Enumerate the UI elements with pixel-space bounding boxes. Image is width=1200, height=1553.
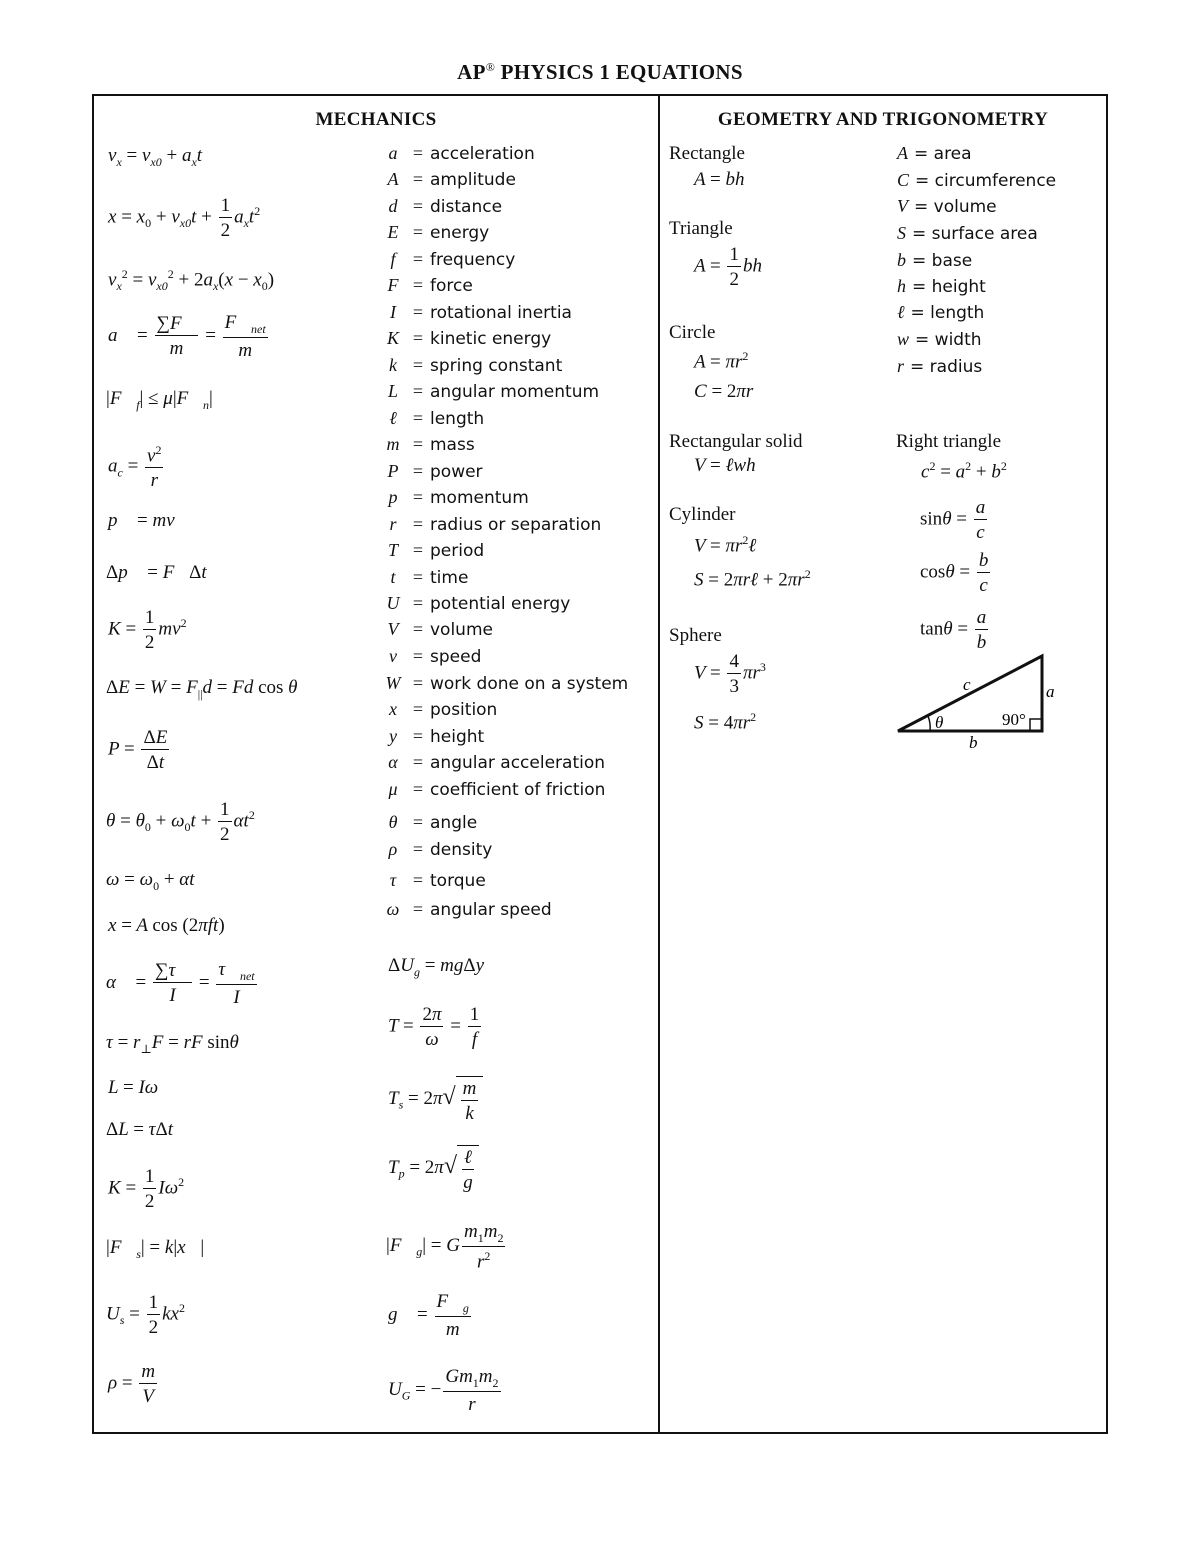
geometry-variable-row bbox=[897, 303, 984, 322]
equation-gravitational-force: $|F⃗_g| = G$ $\frac{m_1m_2}{r^2}$ bbox=[386, 1221, 504, 1273]
side-b-label: b bbox=[969, 733, 978, 752]
circle-label: Circle bbox=[669, 322, 716, 343]
variable-description: acceleration bbox=[430, 144, 535, 164]
equals-sign: = bbox=[412, 487, 424, 507]
equation-sphere-surface-area: $S = 4\pi r^2$ bbox=[694, 710, 757, 734]
variable-symbol: m bbox=[386, 434, 400, 454]
variable-symbol: r bbox=[897, 356, 905, 376]
equals-sign: = bbox=[412, 328, 424, 348]
equation-power: P = $\frac{\Delta E}{\Delta t}$ bbox=[108, 727, 168, 773]
theta-label: θ bbox=[935, 713, 944, 732]
variable-description: position bbox=[430, 700, 498, 720]
mechanics-variable-row bbox=[380, 409, 484, 428]
variable-symbol: w bbox=[897, 329, 910, 349]
equals-sign: = bbox=[412, 567, 424, 587]
equation-torque: $\tau = r_\perp F$ = rF sinθ bbox=[106, 1032, 239, 1056]
equals-sign: = bbox=[412, 870, 424, 890]
geometry-variable-row bbox=[897, 251, 972, 270]
equation-rectangle-area: A = bh bbox=[694, 169, 745, 190]
equation-velocity: $v_x = v_{x0} + a_xt$ bbox=[108, 145, 203, 169]
variable-symbol: T bbox=[387, 540, 398, 560]
equals-sign: = bbox=[412, 899, 424, 919]
variable-symbol: I bbox=[390, 302, 396, 322]
variable-description: angular acceleration bbox=[430, 753, 606, 773]
variable-description: mass bbox=[430, 435, 475, 455]
variable-description: = base bbox=[912, 251, 973, 271]
variable-description: = length bbox=[910, 303, 985, 323]
mechanics-variable-row bbox=[380, 515, 601, 534]
equation-spring-force: $|F⃗_s|$ = k|x⃗| bbox=[106, 1237, 205, 1261]
variable-description: length bbox=[430, 409, 485, 429]
right-triangle-label: Right triangle bbox=[896, 431, 1002, 452]
mechanics-variable-row bbox=[380, 700, 497, 719]
equation-position: $x = x_0 + v_{x0}t$ + $\frac{1}{2}$ $a_xt^2$ bbox=[108, 195, 261, 241]
mechanics-variable-row bbox=[380, 356, 562, 375]
variable-description: potential energy bbox=[430, 594, 571, 614]
variable-description: work done on a system bbox=[430, 674, 629, 694]
equation-gravitational-potential-energy: $U_G$ = − $\frac{Gm_1m_2}{r}$ bbox=[388, 1366, 499, 1415]
mechanics-variable-row bbox=[380, 462, 483, 481]
equation-spring-period: $T_s = 2\pi√$ $\frac{m}{k}$ bbox=[388, 1076, 483, 1123]
mechanics-variable-row bbox=[380, 727, 484, 746]
variable-description: = volume bbox=[914, 197, 997, 217]
geometry-variable-row bbox=[897, 330, 982, 349]
mechanics-variable-row bbox=[380, 382, 599, 401]
variable-description: force bbox=[430, 276, 473, 296]
equals-sign: = bbox=[412, 461, 424, 481]
column-divider bbox=[658, 94, 660, 1434]
variable-symbol: τ bbox=[389, 870, 397, 890]
equals-sign: = bbox=[412, 673, 424, 693]
mechanics-heading: MECHANICS bbox=[315, 109, 437, 130]
equals-sign: = bbox=[412, 699, 424, 719]
mechanics-variable-row bbox=[380, 900, 552, 919]
equals-sign: = bbox=[412, 169, 424, 189]
equals-sign: = bbox=[412, 196, 424, 216]
variable-description: frequency bbox=[430, 250, 516, 270]
variable-symbol: b bbox=[897, 250, 906, 270]
variable-symbol: P bbox=[387, 461, 399, 481]
variable-description: torque bbox=[430, 871, 486, 891]
variable-description: = surface area bbox=[912, 224, 1038, 244]
rectangle-label: Rectangle bbox=[669, 143, 745, 164]
equation-period: T = $\frac{2\pi}{\omega}$ = $\frac{1}{f}$ bbox=[388, 1004, 480, 1050]
variable-symbol: ω bbox=[386, 899, 400, 919]
variable-description: = area bbox=[914, 144, 972, 164]
equation-centripetal: $a_c$ = $\frac{v^2}{r}$ bbox=[108, 443, 162, 492]
mechanics-variable-row bbox=[380, 488, 529, 507]
variable-symbol: x bbox=[389, 699, 397, 719]
geometry-variable-row bbox=[897, 197, 997, 216]
equation-angular-impulse: ΔL = τΔt bbox=[106, 1119, 173, 1140]
equation-angular-momentum: L = Iω bbox=[108, 1077, 159, 1098]
equals-sign: = bbox=[412, 275, 424, 295]
variable-description: = circumference bbox=[915, 171, 1057, 191]
variable-symbol: k bbox=[389, 355, 397, 375]
equation-sphere-volume: V = $\frac{4}{3}$ $\pi r^3$ bbox=[694, 651, 766, 697]
variable-description: energy bbox=[430, 223, 490, 243]
equals-sign: = bbox=[412, 222, 424, 242]
variable-symbol: v bbox=[389, 646, 397, 666]
variable-symbol: W bbox=[385, 673, 401, 693]
variable-symbol: F bbox=[387, 275, 399, 295]
equals-sign: = bbox=[412, 646, 424, 666]
mechanics-variable-row bbox=[380, 780, 605, 799]
variable-symbol: K bbox=[386, 328, 399, 348]
variable-symbol: A bbox=[897, 143, 908, 163]
mechanics-variable-row bbox=[380, 674, 628, 693]
geometry-variable-row bbox=[897, 171, 1056, 190]
variable-description: = radius bbox=[910, 357, 983, 377]
geometry-variable-row bbox=[897, 277, 986, 296]
equation-rotational-kinetic-energy: K = $\frac{1}{2}$ $I\omega^2$ bbox=[108, 1166, 185, 1212]
equals-sign: = bbox=[412, 593, 424, 613]
variable-symbol: V bbox=[897, 196, 908, 216]
mechanics-variable-row bbox=[380, 170, 516, 189]
mechanics-variable-row bbox=[380, 435, 475, 454]
variable-description: period bbox=[430, 541, 485, 561]
side-a-label: a bbox=[1046, 682, 1055, 701]
mechanics-variable-row bbox=[380, 840, 492, 859]
equation-density: ρ = $\frac{m}{V}$ bbox=[108, 1361, 156, 1407]
equation-tangent: tanθ = $\frac{a}{b}$ bbox=[920, 607, 987, 653]
equals-sign: = bbox=[412, 143, 424, 163]
variable-description: angular speed bbox=[430, 900, 552, 920]
equation-gravitational-field: g⃗ = $\frac{F⃗_g}{m}$ bbox=[388, 1291, 469, 1340]
mechanics-variable-row bbox=[380, 647, 481, 666]
variable-symbol: V bbox=[387, 619, 399, 639]
geometry-variable-row bbox=[897, 144, 972, 163]
variable-symbol: a bbox=[388, 143, 398, 163]
geometry-heading: GEOMETRY AND TRIGONOMETRY bbox=[717, 109, 1049, 130]
mechanics-variable-row bbox=[380, 594, 570, 613]
variable-description: height bbox=[430, 727, 485, 747]
variable-symbol: α bbox=[388, 752, 398, 772]
equals-sign: = bbox=[412, 812, 424, 832]
side-c-label: c bbox=[963, 675, 971, 694]
mechanics-variable-row bbox=[380, 223, 489, 242]
angle-arc bbox=[928, 716, 930, 731]
variable-description: angle bbox=[430, 813, 478, 833]
variable-symbol: S bbox=[897, 223, 906, 243]
equals-sign: = bbox=[412, 408, 424, 428]
mechanics-variable-row bbox=[380, 620, 493, 639]
equation-cylinder-volume: $V = \pi r^2\ell$ bbox=[694, 533, 757, 557]
mechanics-variable-row bbox=[380, 197, 502, 216]
equals-sign: = bbox=[412, 355, 424, 375]
variable-symbol: h bbox=[897, 276, 906, 296]
variable-symbol: d bbox=[388, 196, 398, 216]
equation-circle-area: $A = \pi r^2$ bbox=[694, 349, 749, 373]
variable-description: amplitude bbox=[430, 170, 516, 190]
equation-triangle-area: A = $\frac{1}{2}$ bh bbox=[694, 244, 762, 290]
equals-sign: = bbox=[412, 752, 424, 772]
variable-symbol: θ bbox=[388, 812, 398, 832]
mechanics-variable-row bbox=[380, 753, 605, 772]
variable-symbol: μ bbox=[388, 779, 398, 799]
variable-description: angular momentum bbox=[430, 382, 600, 402]
variable-symbol: t bbox=[390, 567, 396, 587]
variable-description: density bbox=[430, 840, 493, 860]
equation-angular-velocity: $\omega = \omega_0 + \alpha t$ bbox=[106, 869, 195, 893]
variable-description: = width bbox=[915, 330, 982, 350]
variable-symbol: f bbox=[390, 249, 396, 269]
equals-sign: = bbox=[412, 779, 424, 799]
geometry-variable-row bbox=[897, 224, 1038, 243]
equals-sign: = bbox=[412, 302, 424, 322]
variable-description: time bbox=[430, 568, 469, 588]
mechanics-variable-row bbox=[380, 871, 486, 890]
mechanics-variable-row bbox=[380, 568, 468, 587]
variable-symbol: A bbox=[387, 169, 399, 189]
variable-symbol: C bbox=[897, 170, 910, 190]
triangle-label: Triangle bbox=[669, 218, 733, 239]
variable-description: radius or separation bbox=[430, 515, 602, 535]
equals-sign: = bbox=[412, 249, 424, 269]
equation-rectangular-solid-volume: V = ℓwh bbox=[694, 455, 756, 476]
cylinder-label: Cylinder bbox=[669, 504, 736, 525]
rectangular-solid-label: Rectangular solid bbox=[669, 431, 803, 452]
variable-symbol: L bbox=[387, 381, 398, 401]
equation-cylinder-surface-area: S = 2πrℓ + $2\pi r^2$ bbox=[694, 567, 811, 591]
mechanics-variable-row bbox=[380, 144, 535, 163]
equation-circle-circumference: C = 2πr bbox=[694, 381, 754, 402]
equation-newton-second-law: a⃗ = $\frac{\sum F⃗}{m}$ = $\frac{F⃗_{net}}{m}$ bbox=[108, 312, 266, 361]
mechanics-variable-row bbox=[380, 250, 515, 269]
equation-work-energy: $\Delta E = W = F_{||}d = Fd$ cos θ bbox=[106, 677, 298, 701]
equation-simple-harmonic: x = A cos (2πft) bbox=[108, 915, 225, 936]
equation-cosine: cosθ = $\frac{b}{c}$ bbox=[920, 550, 989, 596]
variable-description: = height bbox=[912, 277, 986, 297]
variable-symbol: y bbox=[389, 726, 397, 746]
sphere-label: Sphere bbox=[669, 625, 722, 646]
variable-symbol: r bbox=[389, 514, 397, 534]
equals-sign: = bbox=[412, 381, 424, 401]
mechanics-variable-row bbox=[380, 813, 477, 832]
equation-kinetic-energy: K = $\frac{1}{2}$ $mv^2$ bbox=[108, 607, 187, 653]
variable-symbol: U bbox=[386, 593, 400, 613]
variable-description: power bbox=[430, 462, 483, 482]
page-title: AP® PHYSICS 1 EQUATIONS bbox=[457, 60, 743, 84]
variable-description: distance bbox=[430, 197, 503, 217]
geometry-variable-row bbox=[897, 357, 982, 376]
equals-sign: = bbox=[412, 434, 424, 454]
mechanics-variable-row bbox=[380, 303, 572, 322]
equation-momentum: p⃗ = mv⃗ bbox=[108, 510, 190, 531]
variable-description: speed bbox=[430, 647, 482, 667]
variable-symbol: ρ bbox=[388, 839, 398, 859]
equals-sign: = bbox=[412, 619, 424, 639]
variable-symbol: ℓ bbox=[389, 408, 397, 428]
mechanics-variable-row bbox=[380, 329, 551, 348]
variable-description: spring constant bbox=[430, 356, 563, 376]
variable-description: coefficient of friction bbox=[430, 780, 606, 800]
equation-angular-position: $\theta = \theta_0 + \omega_0t$ + $\frac{1}{2}$ $\alpha t^2$ bbox=[106, 799, 255, 845]
equals-sign: = bbox=[412, 514, 424, 534]
right-angle-label: 90° bbox=[1002, 710, 1026, 729]
variable-description: rotational inertia bbox=[430, 303, 572, 323]
right-triangle-diagram bbox=[890, 650, 1070, 760]
equals-sign: = bbox=[412, 540, 424, 560]
right-angle-marker bbox=[1030, 719, 1042, 731]
variable-symbol: E bbox=[387, 222, 399, 242]
equation-friction: $|F⃗_f|$ ≤ $\mu|F⃗_n|$ bbox=[106, 388, 213, 412]
mechanics-variable-row bbox=[380, 541, 484, 560]
equation-spring-potential-energy: $U_s$ = $\frac{1}{2}$ $kx^2$ bbox=[106, 1292, 185, 1338]
variable-symbol: ℓ bbox=[897, 302, 905, 322]
equation-velocity-squared: $v_x^2 = v_{x0}^2 + 2a_x(x - x_0)$ bbox=[108, 267, 275, 294]
equation-pendulum-period: $T_p = 2\pi√$ $\frac{\text{ℓ}}{g}$ bbox=[388, 1145, 479, 1192]
equation-impulse: Δp⃗ = F⃗Δt bbox=[106, 562, 207, 583]
variable-description: momentum bbox=[430, 488, 529, 508]
equals-sign: = bbox=[412, 839, 424, 859]
variable-description: volume bbox=[430, 620, 493, 640]
equation-pythagorean: $c^2 = a^2 + b^2$ bbox=[921, 459, 1007, 483]
variable-description: kinetic energy bbox=[430, 329, 552, 349]
equation-gravitational-pe-change: $\Delta U_g = mg\Delta y$ bbox=[388, 955, 485, 979]
equation-angular-acceleration: α⃗ = $\frac{\sum\tau⃗}{I}$ = $\frac{\tau⃗_{net}}{I}$ bbox=[106, 959, 255, 1008]
equation-sine: sinθ = $\frac{a}{c}$ bbox=[920, 497, 986, 543]
variable-symbol: p bbox=[388, 487, 398, 507]
equals-sign: = bbox=[412, 726, 424, 746]
mechanics-variable-row bbox=[380, 276, 473, 295]
